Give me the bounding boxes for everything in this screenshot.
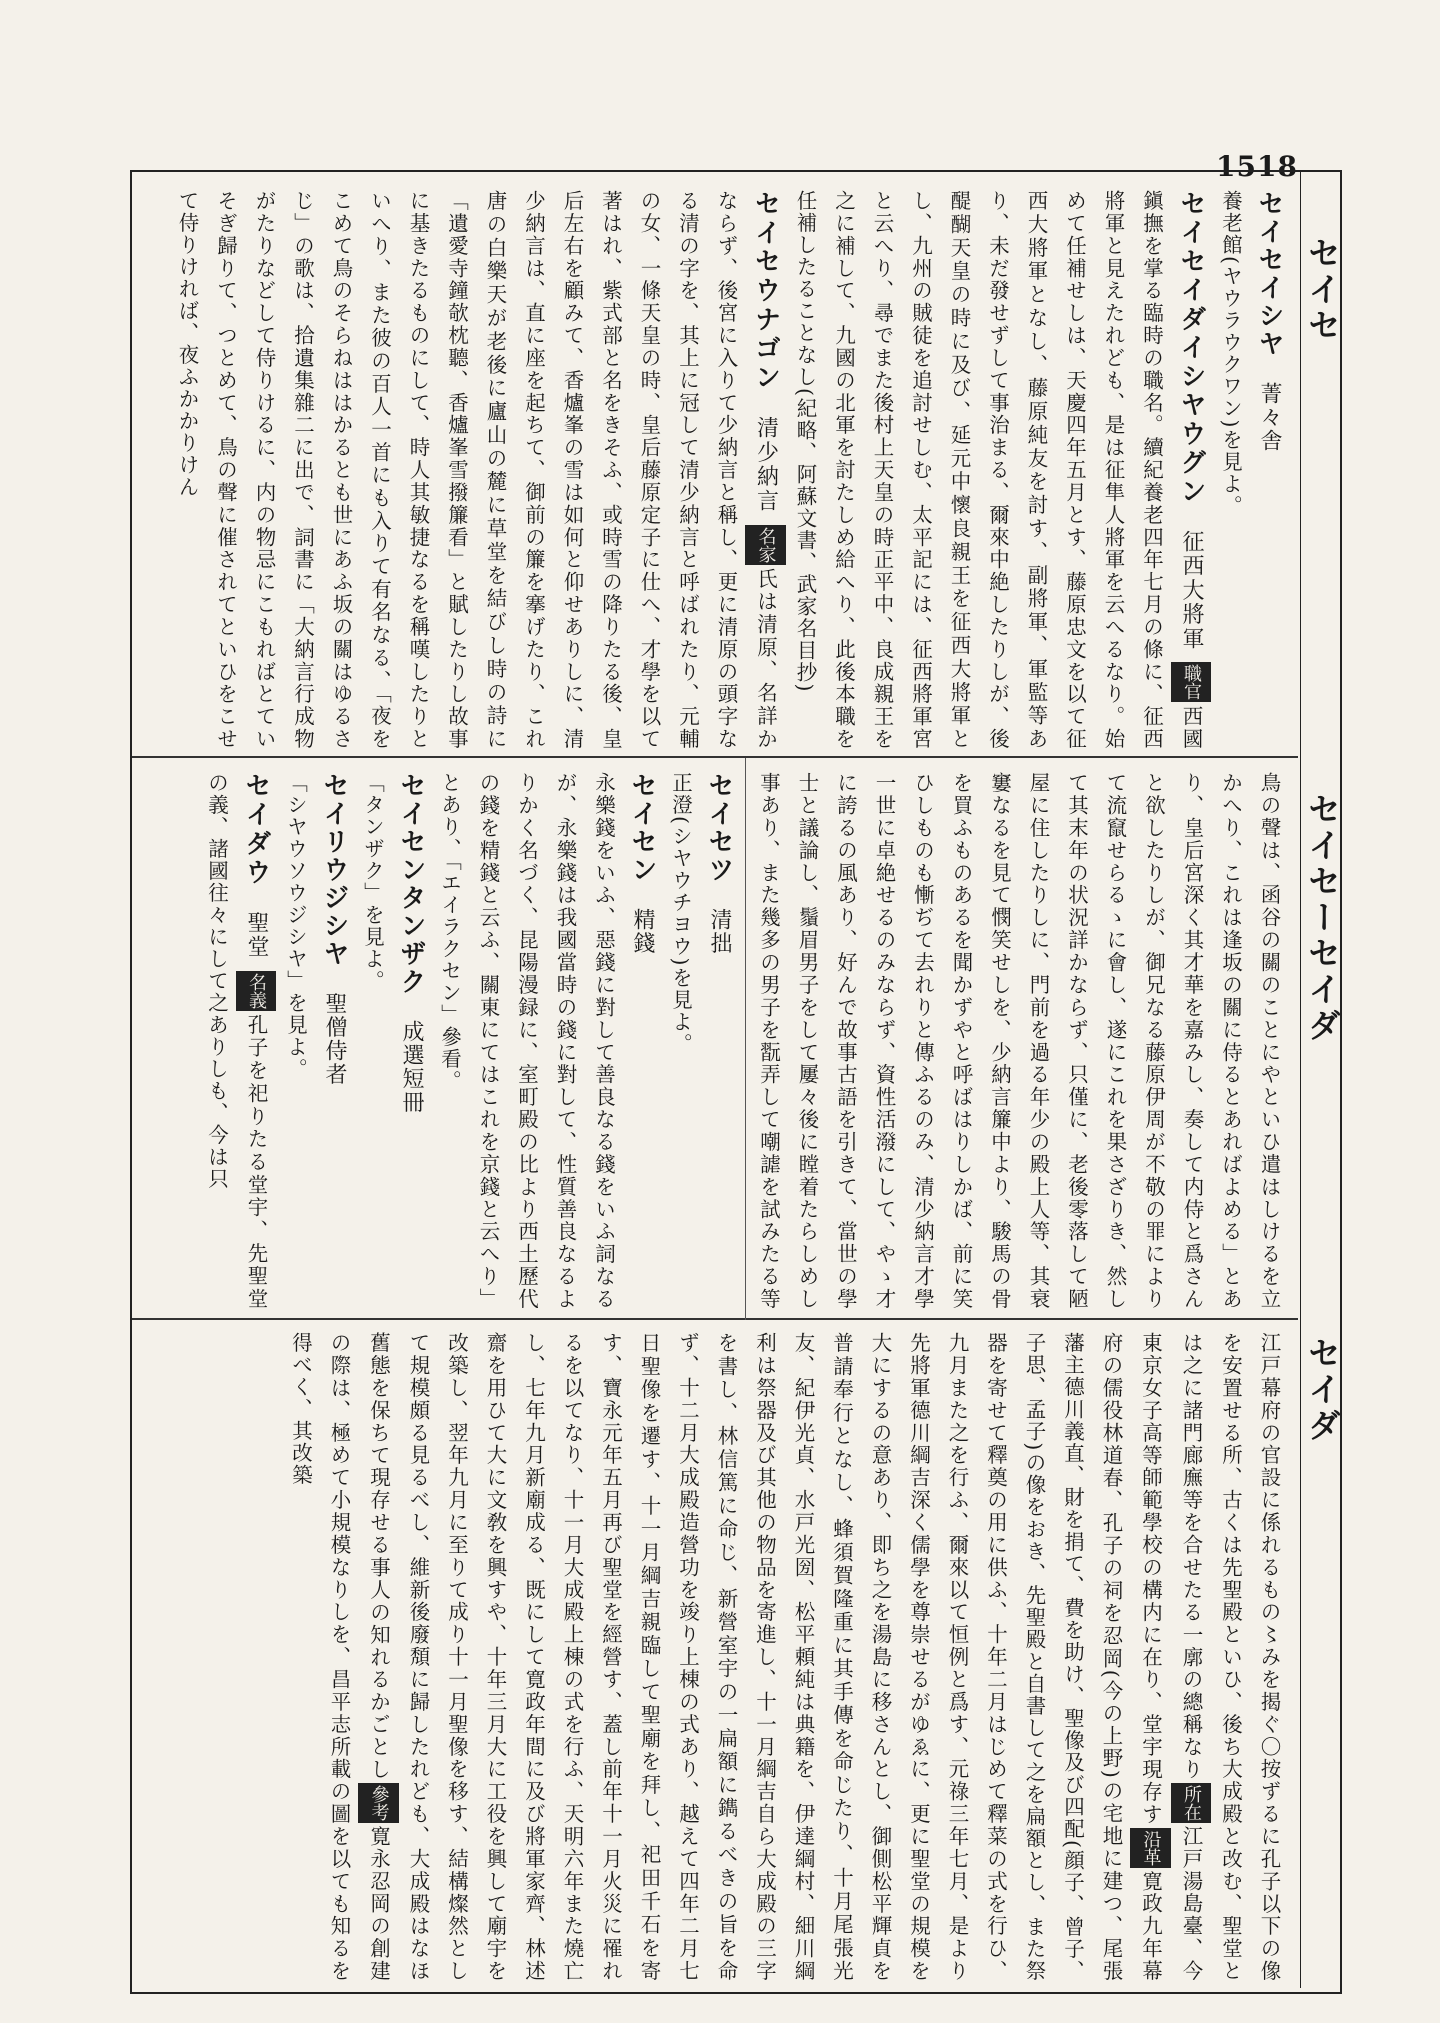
headword: セイセイダイシヤウグン	[1176, 190, 1206, 507]
continuation-text: 鳥の聲は、函谷の關のことにやといひ遣はしけるを立かへり、これは逢坂の關に侍るとあればよめる」とあり、皇后宮深く其才華を嘉みし、奏して内侍と爲さんと欲したりしが、御兄なる藤原伊周が不敬の罪によりて流竄せらるゝに會し、遂にこれを果さざりき、然して其末年の状況詳かならず、只僅に、老後零落して陋屋に住したりしに、門前を過る年少の殿上人等、其衰窶なるを見て憫笑せしを、少納言簾中より、駿馬の骨を買ふものあるを聞かずやと呼ばはりしかば、前に笑ひしものも慚ぢて去れりと傳ふるのみ、清少納言才學一世に卓絶せるのみならず、資性活潑にして、やゝ才に誇るの風あり、好んで故事古語を引きて、當世の學士と議論し、鬚眉男子をして屢々後に瞠着たらしめし事あり、また幾多の男子を翫弄して嘲謔を試みたる等	[756, 772, 1281, 1310]
headword-kanji: 成選短冊	[399, 1020, 424, 1114]
page-number: 1518	[1216, 150, 1298, 183]
entry-text: 「シヤウソウジシヤ」を見よ。	[283, 772, 308, 1080]
headword-kanji: 征西大將軍	[1179, 530, 1204, 652]
middle-right-section	[755, 772, 1288, 1310]
entry-text: 永樂錢をいふ、惡錢に對して善良なる錢をいふ詞なるが、永樂錢は我國當時の錢に對して、性質善良なるよりかく名づく、昆陽漫録に、室町殿の比より西土歷代の錢を精錢と云ふ、關東にてはこれを京錢と云へり」とあり、「エイラクセン」參看。	[437, 772, 616, 1310]
entry-seisetsu	[661, 772, 738, 1310]
category-tag: 職官	[1171, 662, 1212, 702]
entry-text: 西國鎭撫を掌る臨時の職名。續紀養老四年七月の條に、征西將軍と見えたれども、是は征隼人將軍を云へるなり。始めて任補せしは、天慶四年五月とす、藤原忠文を以て征西大將軍となし、藤原純友を討す、副將軍、軍監等あり、未だ發せずして事治まる、爾來中絶したりしが、後醍醐天皇の時に及び、延元中懷良親王を征西大將軍とし、九州の賊徒を追討せしむ、太平記には、征西將軍宮と云へり、尋でまた後村上天皇の時正平中、良成親王を之に補して、九國の北軍を討たしめ給へり、此後本職を任補したることなし(紀略、阿蘇文書、武家名目抄)	[793, 190, 1203, 750]
tag-location: 所在	[1171, 1783, 1212, 1823]
headword-kanji: 精錢	[630, 908, 655, 955]
category-tag: 名家	[745, 525, 786, 565]
bottom-text-3: 寛政九年幕府の儒役林道春、孔子の祠を忍岡(今の上野)の宅地に建つ、尾張藩主德川義直、財を捐て、費を助け、聖像及び四配(顔子、曾子、子思、孟子)の像をおき、先聖殿と自書して之を扁額とし、また祭器を寄せて釋奠の用に供ふ、十年二月はじめて釋菜の式を行ひ、九月また之を行ふ、爾來以て恒例と爲す、元祿三年七月、是より先將軍德川綱吉深く儒學を尊崇せるがゆゑに、更に聖堂の規模を大にするの意あり、即ち之を湯島に移さんとし、御側松平輝貞を普請奉行となし、蜂須賀隆重に其手傳を命じたり、十月尾張光友、紀伊光貞、水戸光圀、松平頼純は典籍を、伊達綱村、細川綱利は祭器及び其他の物品を寄進し、十一月綱吉自ら大成殿の三字を書し、林信篤に命じ、新營室宇の一扁額に鐫るべきの旨を命ず、十二月大成殿造營功を竣り上棟の式あり、越えて四年二月七日聖像を遷す、十一月綱吉親臨して聖廟を拜し、祀田千石を寄す、寶永元年五月再び聖堂を經營す、蓋し前年十一月火災に罹れるを以てなり、十一月大成殿上棟の式を行ふ、天明六年また燒亡し、七年九月新廟成る、既にして寛政年間に及び將軍家齊、林述齋を用ひて大に文敎を興すや、十年三月大に工役を興して廟宇を改築し、翌年九月に至りて成り十一月聖像を移す、結構燦然として規模頗る見るべし、維新後廢頽に歸したれども、大成殿はなほ舊態を保ちて現存せる事人の知れるかごとし	[366, 1332, 1163, 1982]
headword-kanji: 菁々舎	[1257, 382, 1282, 453]
headword-kanji: 清拙	[707, 908, 732, 955]
headword-kanji: 聖堂	[244, 911, 269, 961]
top-section	[144, 190, 1288, 750]
headword: セイダウ	[241, 772, 271, 888]
entry-text: 氏は清原、名詳かならず、後宮に入りて少納言と稱し、更に清原の頭字なる清の字を、其上に冠して清少納言と呼ばれたり、元輔の女、一條天皇の時、皇后藤原定子に仕へ、才學を以て著はれ、紫式部と名をきそふ、或時雪の降りたる後、皇后左右を顧みて、香爐峯の雪は如何と仰せありしに、清少納言は、直に座を起ちて、御前の簾を搴げたり、これ唐の白樂天が老後に廬山の麓に草堂を結びし時の詩に「遺愛寺鐘欹枕聽、香爐峯雪撥簾看」と賦したりし故事に基きたるものにして、時人其敏捷なるを稱嘆したりといへり、また彼の百人一首にも入りて有名なる、「夜をこめて鳥のそらねははかるとも世にあふ坂の關はゆるさじ」の歌は、拾遺集雜二に出で、詞書に「大納言行成物がたりなどして侍りけるに、内の物忌にこもればとていそぎ歸りて、つとめて、鳥の聲に催されてといひをこせて侍りければ、夜ふかかりけん	[175, 190, 778, 750]
horizontal-rule-upper	[132, 756, 1298, 758]
entry-seidau	[197, 772, 276, 1310]
headword: セイセイシヤ	[1254, 190, 1284, 358]
entry-seisen	[430, 772, 661, 1310]
tag-reference: 參考	[358, 1783, 399, 1823]
side-heading-middle: セイセーセイダ	[1303, 792, 1342, 1044]
entry-seiriu-jishiya	[276, 772, 353, 1310]
entry-text: 正澄(シヤウチヨウ)を見よ。	[668, 772, 693, 1055]
tag-history: 沿革	[1130, 1828, 1171, 1868]
bottom-section	[144, 1332, 1288, 1982]
entry-sei-shonagon	[168, 190, 786, 750]
bottom-text-4: 寛永忍岡の創建の際は、極めて小規模なりしを、昌平志所載の圖を以ても知るを得べく、其改築	[288, 1332, 391, 1982]
bottom-text-2: 江戸湯島臺、今東京女子高等師範學校の構内に在り、堂宇現存す	[1138, 1332, 1203, 1982]
middle-left-section	[144, 772, 738, 1310]
headword: セイリウジシヤ	[319, 772, 349, 968]
headword: セイセツ	[704, 772, 734, 884]
entry-text: 養老館(ヤウラウクワン)を見よ。	[1218, 190, 1243, 517]
headword: セイセウナゴン	[750, 190, 781, 393]
headword: セイセン	[627, 772, 657, 884]
headword: セイセンタンザク	[396, 772, 426, 996]
vertical-column-divider	[745, 758, 746, 1320]
entry-seiseishiya	[1211, 190, 1288, 750]
bottom-text-1: 江戸幕府の官設に係れるもの〻みを揭ぐ〇按ずるに孔子以下の像を安置せる所、古くは先聖殿といひ、後ち大成殿と改む、聖堂とは之に諸門廊廡等を合せたる一廓の總稱なり	[1179, 1332, 1281, 1982]
side-heading-bottom: セイダ	[1303, 1336, 1342, 1444]
headword-kanji: 清少納言	[753, 416, 779, 514]
entry-seisen-tanzaku	[353, 772, 430, 1310]
entry-text: 「タンザク」を見よ。	[360, 772, 385, 992]
horizontal-rule-lower	[132, 1318, 1298, 1320]
frame-right-rule	[1300, 172, 1301, 1988]
category-tag: 名義	[236, 971, 277, 1011]
headword-kanji: 聖僧侍者	[322, 992, 347, 1086]
side-heading-top: セイセ	[1303, 236, 1342, 344]
entry-text: 孔子を祀りたる堂宇、先聖堂の義、諸國往々にして之ありしも、今は只	[204, 772, 268, 1310]
entry-seisei-daishogun	[786, 190, 1212, 750]
